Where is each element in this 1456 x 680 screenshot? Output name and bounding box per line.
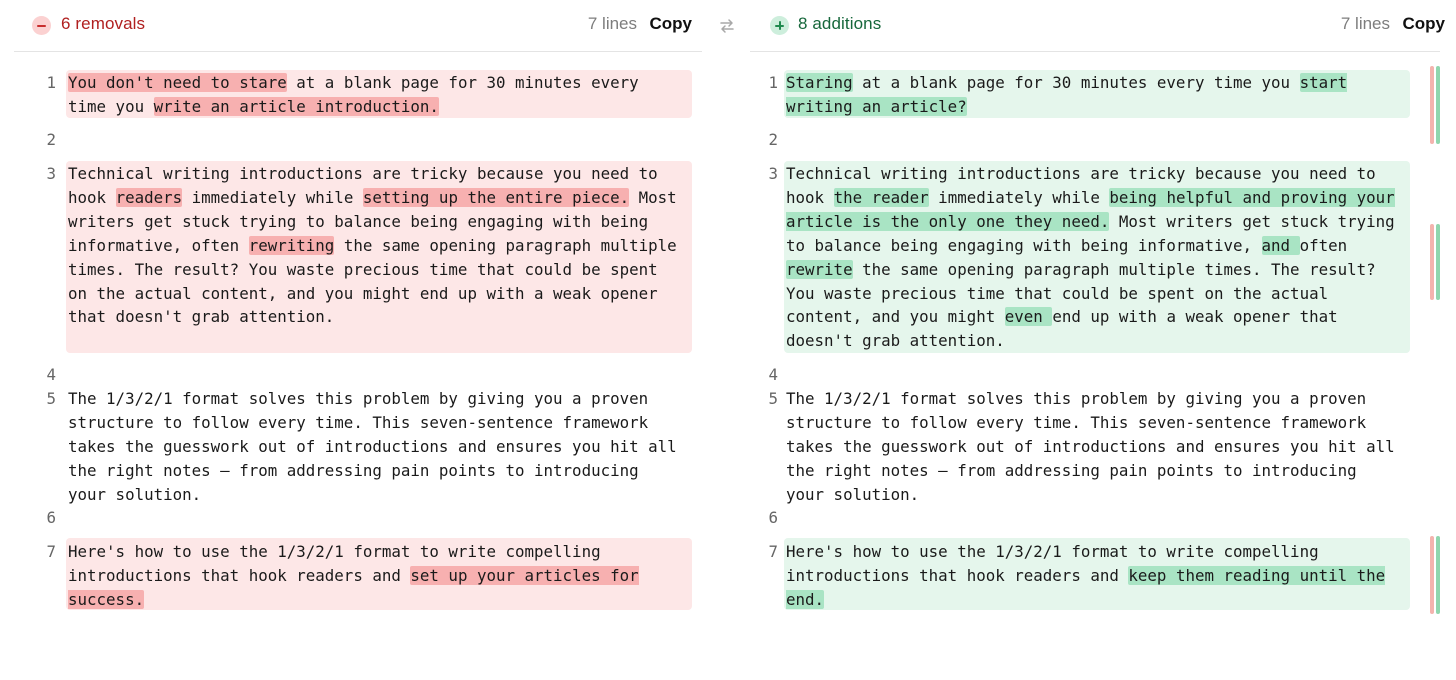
removed-segment: readers	[115, 187, 183, 207]
unchanged-segment: end up with a weak opener that doesn't grab attention.	[786, 307, 1338, 351]
unchanged-line-5[interactable]: The 1/3/2/1 format solves this problem by giving you a proven structure to follow every time. This seven-sentence framework takes the guesswork out of introductions and ensures you hit all the right notes – from addressing pain points to introducing your solution.	[68, 389, 677, 504]
line-number: 7	[768, 542, 778, 561]
line-number: 1	[768, 73, 778, 92]
line-number: 6	[46, 508, 56, 527]
line-number: 5	[46, 389, 56, 408]
minus-circle-icon	[32, 16, 51, 35]
added-line-1[interactable]	[786, 71, 1412, 119]
additions-line-count: 7 lines	[1340, 14, 1390, 33]
removed-segment: set up your articles for success.	[68, 565, 639, 609]
added-line-3[interactable]	[786, 162, 1412, 353]
unchanged-segment: often	[1299, 235, 1348, 255]
removed-segment: write an article introduction.	[153, 96, 439, 116]
unchanged-segment: the same opening paragraph multiple times. The result? You waste precious time that could be spent on the actual content, and you might end up with a weak opener that doesn't grab attention.	[68, 235, 677, 327]
unchanged-segment: at a blank page for 30 minutes every time you	[852, 73, 1300, 92]
addition-marker	[1436, 536, 1440, 614]
unchanged-segment: immediately while	[182, 187, 363, 207]
added-line-7[interactable]	[786, 540, 1412, 612]
unchanged-segment: at a blank page for 30 minutes every time you	[68, 73, 639, 116]
line-number: 5	[768, 389, 778, 408]
copy-removals-button[interactable]: Copy	[649, 14, 692, 33]
unchanged-segment: Here's how to use the 1/3/2/1 format to write compelling introductions that hook readers and	[786, 542, 1319, 585]
added-segment: Staring	[786, 73, 853, 92]
removed-line-3[interactable]	[68, 162, 688, 329]
unchanged-segment: Most writers get stuck trying to balance being engaging with being informative,	[786, 211, 1395, 255]
removed-line-7[interactable]	[68, 540, 688, 612]
added-segment: even	[1004, 307, 1053, 327]
addition-marker	[1436, 66, 1440, 144]
unchanged-segment: Technical writing introductions are tricky because you need to hook	[68, 164, 658, 207]
removed-segment: You don't need to stare	[68, 73, 287, 92]
removal-marker	[1430, 66, 1434, 144]
added-segment: and	[1261, 235, 1300, 255]
line-number: 3	[768, 164, 778, 183]
removal-marker	[1430, 536, 1434, 614]
unchanged-segment: Here's how to use the 1/3/2/1 format to write compelling introductions that hook readers and	[68, 542, 601, 585]
removed-line-1[interactable]	[68, 71, 688, 119]
line-number: 4	[768, 365, 778, 384]
line-number: 1	[46, 73, 56, 92]
removed-segment: setting up the entire piece.	[362, 187, 630, 207]
line-number: 6	[768, 508, 778, 527]
unchanged-segment: Technical writing introductions are tricky because you need to hook	[786, 164, 1376, 207]
line-number: 3	[46, 164, 56, 183]
added-segment: the reader	[833, 187, 929, 207]
additions-count: 8 additions	[798, 14, 882, 33]
line-number: 2	[768, 130, 778, 149]
addition-marker	[1436, 224, 1440, 300]
added-segment: keep them reading until the end.	[786, 565, 1386, 609]
plus-circle-icon	[770, 16, 789, 35]
added-segment: rewrite	[786, 259, 853, 279]
removed-segment: rewriting	[248, 235, 335, 255]
additions-header	[750, 0, 1445, 52]
unchanged-segment: the same opening paragraph multiple times. The result? You waste precious time that could be spent on the actual content, and you might	[786, 259, 1376, 327]
added-segment: being helpful and proving your article is the only one they need.	[786, 187, 1395, 231]
swap-arrows-icon[interactable]	[717, 16, 737, 36]
removals-line-count: 7 lines	[587, 14, 637, 33]
removals-pane	[14, 0, 702, 680]
unchanged-line-5[interactable]: The 1/3/2/1 format solves this problem by giving you a proven structure to follow every time. This seven-sentence framework takes the guesswork out of introductions and ensures you hit all the right notes – from addressing pain points to introducing your solution.	[786, 389, 1395, 504]
change-overview-scrollbar[interactable]	[1430, 66, 1440, 626]
line-number: 7	[46, 542, 56, 561]
removals-header	[14, 0, 702, 52]
line-number: 4	[46, 365, 56, 384]
line-number: 2	[46, 130, 56, 149]
copy-additions-button[interactable]: Copy	[1402, 14, 1445, 33]
removal-marker	[1430, 224, 1434, 300]
removals-count: 6 removals	[61, 14, 146, 33]
unchanged-segment: Most writers get stuck trying to balance being engaging with being informative, often	[68, 187, 677, 255]
unchanged-segment: immediately while	[928, 187, 1110, 207]
added-segment: start writing an article?	[786, 73, 1348, 116]
additions-pane	[750, 0, 1445, 680]
